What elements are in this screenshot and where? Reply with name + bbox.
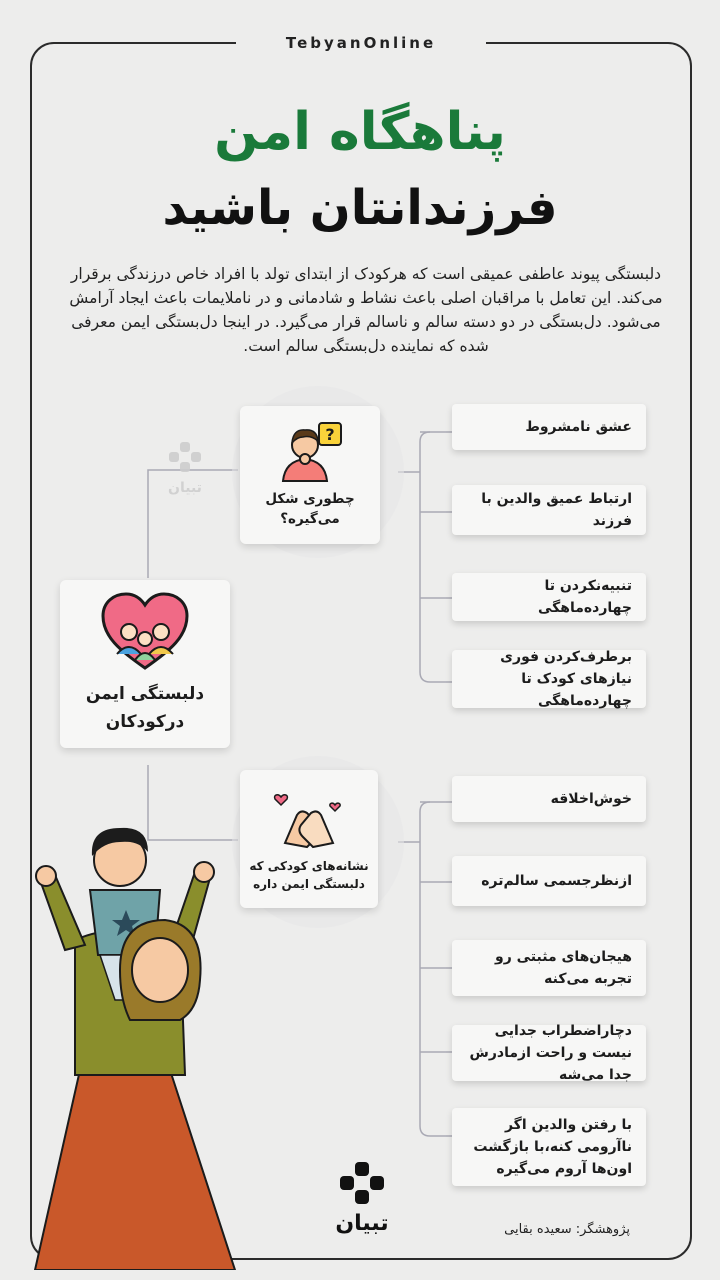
how-item: عشق نامشروط xyxy=(452,404,646,450)
how-item: ارتباط عمیق والدین با فرزند xyxy=(452,485,646,535)
brand-header: TebyanOnline xyxy=(236,30,486,56)
tebyan-logo-icon xyxy=(337,1160,387,1206)
signs-item: ازنظرجسمی سالم‌تره xyxy=(452,856,646,906)
hub-card xyxy=(60,580,230,748)
watermark-text: تبیان xyxy=(168,480,202,496)
watermark xyxy=(150,440,220,500)
signs-item: هیجان‌های مثبتی رو تجربه می‌کنه xyxy=(452,940,646,996)
signs-item: با رفتن والدین اگر ناآرومی کنه،با بازگشت اون‌ها آروم می‌گیره xyxy=(452,1108,646,1186)
holding-hands-icon xyxy=(271,785,347,851)
mother-child-illustration xyxy=(20,820,250,1270)
researcher-credit: پژوهشگر: سعیده بقایی xyxy=(504,1222,630,1237)
intro-paragraph: دلبستگی پیوند عاطفی عمیقی است که هرکودک از ابتدای تولد با افراد خاص درزندگی برقرار می‌کند. این تعامل با مراقبان اصلی باعث نشاط و شادمانی و در ناملایمات باعث ایجاد آرامش می‌شود. دل‌بستگی در دو دسته سالم و ناسالم قرار می‌گیرد. در اینجا دل‌بستگی ایمن معرفی شده که نماینده دل‌بستگی سالم است. xyxy=(69,265,663,355)
how-item: تنبیه‌نکردن تا چهارده‌ماهگی xyxy=(452,573,646,621)
signs-label: نشانه‌های کودکی که دلبستگی ایمن داره xyxy=(249,859,369,891)
thinking-person-icon xyxy=(275,421,345,483)
signs-item: دچاراضطراب جدایی نیست و راحت ازمادرش جدا می‌شه xyxy=(452,1025,646,1081)
tebyan-logo xyxy=(322,1160,402,1238)
svg-text:?: ? xyxy=(325,425,335,444)
signs-card xyxy=(240,770,378,908)
hub-label: دلبستگی ایمن درکودکان xyxy=(85,684,205,732)
title-line-2: فرزندانتان باشید xyxy=(162,180,558,236)
how-item: برطرف‌کردن فوری نیازهای کودک تا چهارده‌ماهگی xyxy=(452,650,646,708)
signs-item: خوش‌اخلاقه xyxy=(452,776,646,822)
how-label: چطوری شکل می‌گیره؟ xyxy=(265,491,355,527)
title-line-1: پناهگاه امن xyxy=(214,102,506,162)
how-card xyxy=(240,406,380,544)
logo-text: تبیان xyxy=(335,1211,389,1236)
tebyan-watermark-icon xyxy=(165,440,205,476)
heart-family-icon xyxy=(99,592,191,672)
